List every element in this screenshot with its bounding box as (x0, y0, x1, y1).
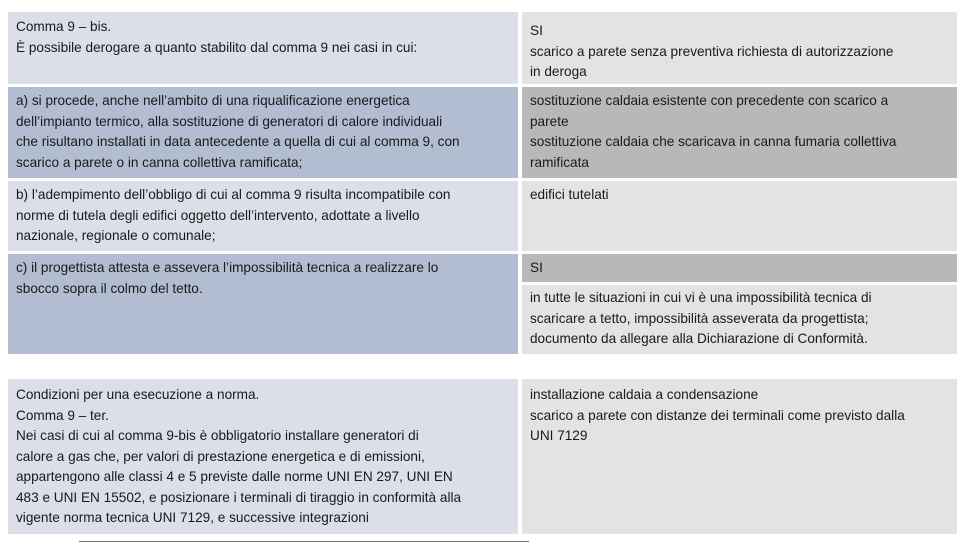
cell-text-line: scaricare a tetto, impossibilità asseverata da progettista; (530, 310, 869, 326)
table-cell-right (522, 379, 957, 534)
table-cell-left (8, 87, 518, 178)
table-cell-right (522, 254, 957, 354)
table-cell-left (8, 181, 518, 251)
cell-text-line: dell’impianto termico, alla sostituzione di generatori di calore individuali (16, 113, 443, 129)
cell-text-line: SI (530, 260, 543, 275)
cell-text-line: documento da allegare alla Dichiarazione di Conformità. (530, 331, 868, 346)
cell-text-line: scarico a parete con distanze dei terminali come previsto dalla (530, 407, 905, 423)
cell-text-line: a) si procede, anche nell’ambito di una riqualificazione energetica (16, 93, 410, 108)
table-row (8, 12, 957, 84)
cell-text-line: Nei casi di cui al comma 9-bis è obbligatorio installare generatori di (16, 428, 419, 443)
cell-text-line: 483 e UNI EN 15502, e posizionare i terminali di tiraggio in conformità alla (16, 489, 462, 505)
table-row (8, 379, 957, 534)
cell-text-line: SI (530, 23, 543, 38)
cell-text-line: È possibile derogare a quanto stabilito dal comma 9 nei casi in cui: (16, 39, 418, 55)
regulation-table (8, 12, 957, 354)
cell-text-line: nazionale, regionale o comunale; (16, 228, 216, 243)
cell-text-line: Comma 9 – ter. (16, 407, 109, 423)
cell-text-line: vigente norma tecnica UNI 7129, e successive integrazioni (16, 510, 369, 525)
table-subcell (522, 254, 957, 282)
cell-text-line: in deroga (530, 64, 587, 79)
cell-text-line: appartengono alle classi 4 e 5 previste dalle norme UNI EN 297, UNI EN (16, 469, 453, 484)
cell-text-line: norme di tutela degli edifici oggetto dell’intervento, adottate a livello (16, 207, 420, 223)
cell-text-line: ramificata (530, 154, 589, 170)
table-cell-right (522, 87, 957, 178)
cell-text-line: in tutte le situazioni in cui vi è una impossibilità tecnica di (530, 290, 872, 305)
cell-text-line: installazione caldaia a condensazione (530, 387, 759, 402)
cell-text-line: scarico a parete senza preventiva richiesta di autorizzazione (530, 43, 894, 59)
cell-text-line: parete (530, 113, 569, 129)
cell-text-line: sostituzione caldaia che scaricava in canna fumaria collettiva (530, 134, 897, 149)
cell-text-line: Condizioni per una esecuzione a norma. (16, 387, 260, 402)
cell-text-line: che risultano installati in data antecedente a quella di cui al comma 9, con (16, 134, 460, 149)
cell-text-line: sbocco sopra il colmo del tetto. (16, 280, 203, 296)
table-cell-left (8, 254, 518, 354)
table-cell-left (8, 12, 518, 84)
table-row (8, 87, 957, 178)
cell-text-line: Comma 9 – bis. (16, 19, 112, 34)
cell-text-line: scarico a parete o in canna collettiva ramificata; (16, 154, 303, 170)
table-subcell (522, 285, 957, 354)
cell-text-line: UNI 7129 (530, 428, 588, 443)
cell-text-line: b) l’adempimento dell’obbligo di cui al comma 9 risulta incompatibile con (16, 187, 451, 202)
cell-text-line: sostituzione caldaia esistente con precedente con scarico a (530, 93, 889, 108)
table-row (8, 181, 957, 251)
bottom-divider (79, 541, 529, 542)
table-row (8, 254, 957, 354)
cell-text-line: c) il progettista attesta e assevera l’impossibilità tecnica a realizzare lo (16, 260, 439, 275)
conditions-table (8, 379, 957, 534)
table-cell-right (522, 181, 957, 251)
table-cell-right (522, 12, 957, 84)
table-cell-left (8, 379, 518, 534)
cell-text-line: calore a gas che, per valori di prestazione energetica e di emissioni, (16, 448, 425, 464)
cell-text-line: edifici tutelati (530, 187, 609, 202)
